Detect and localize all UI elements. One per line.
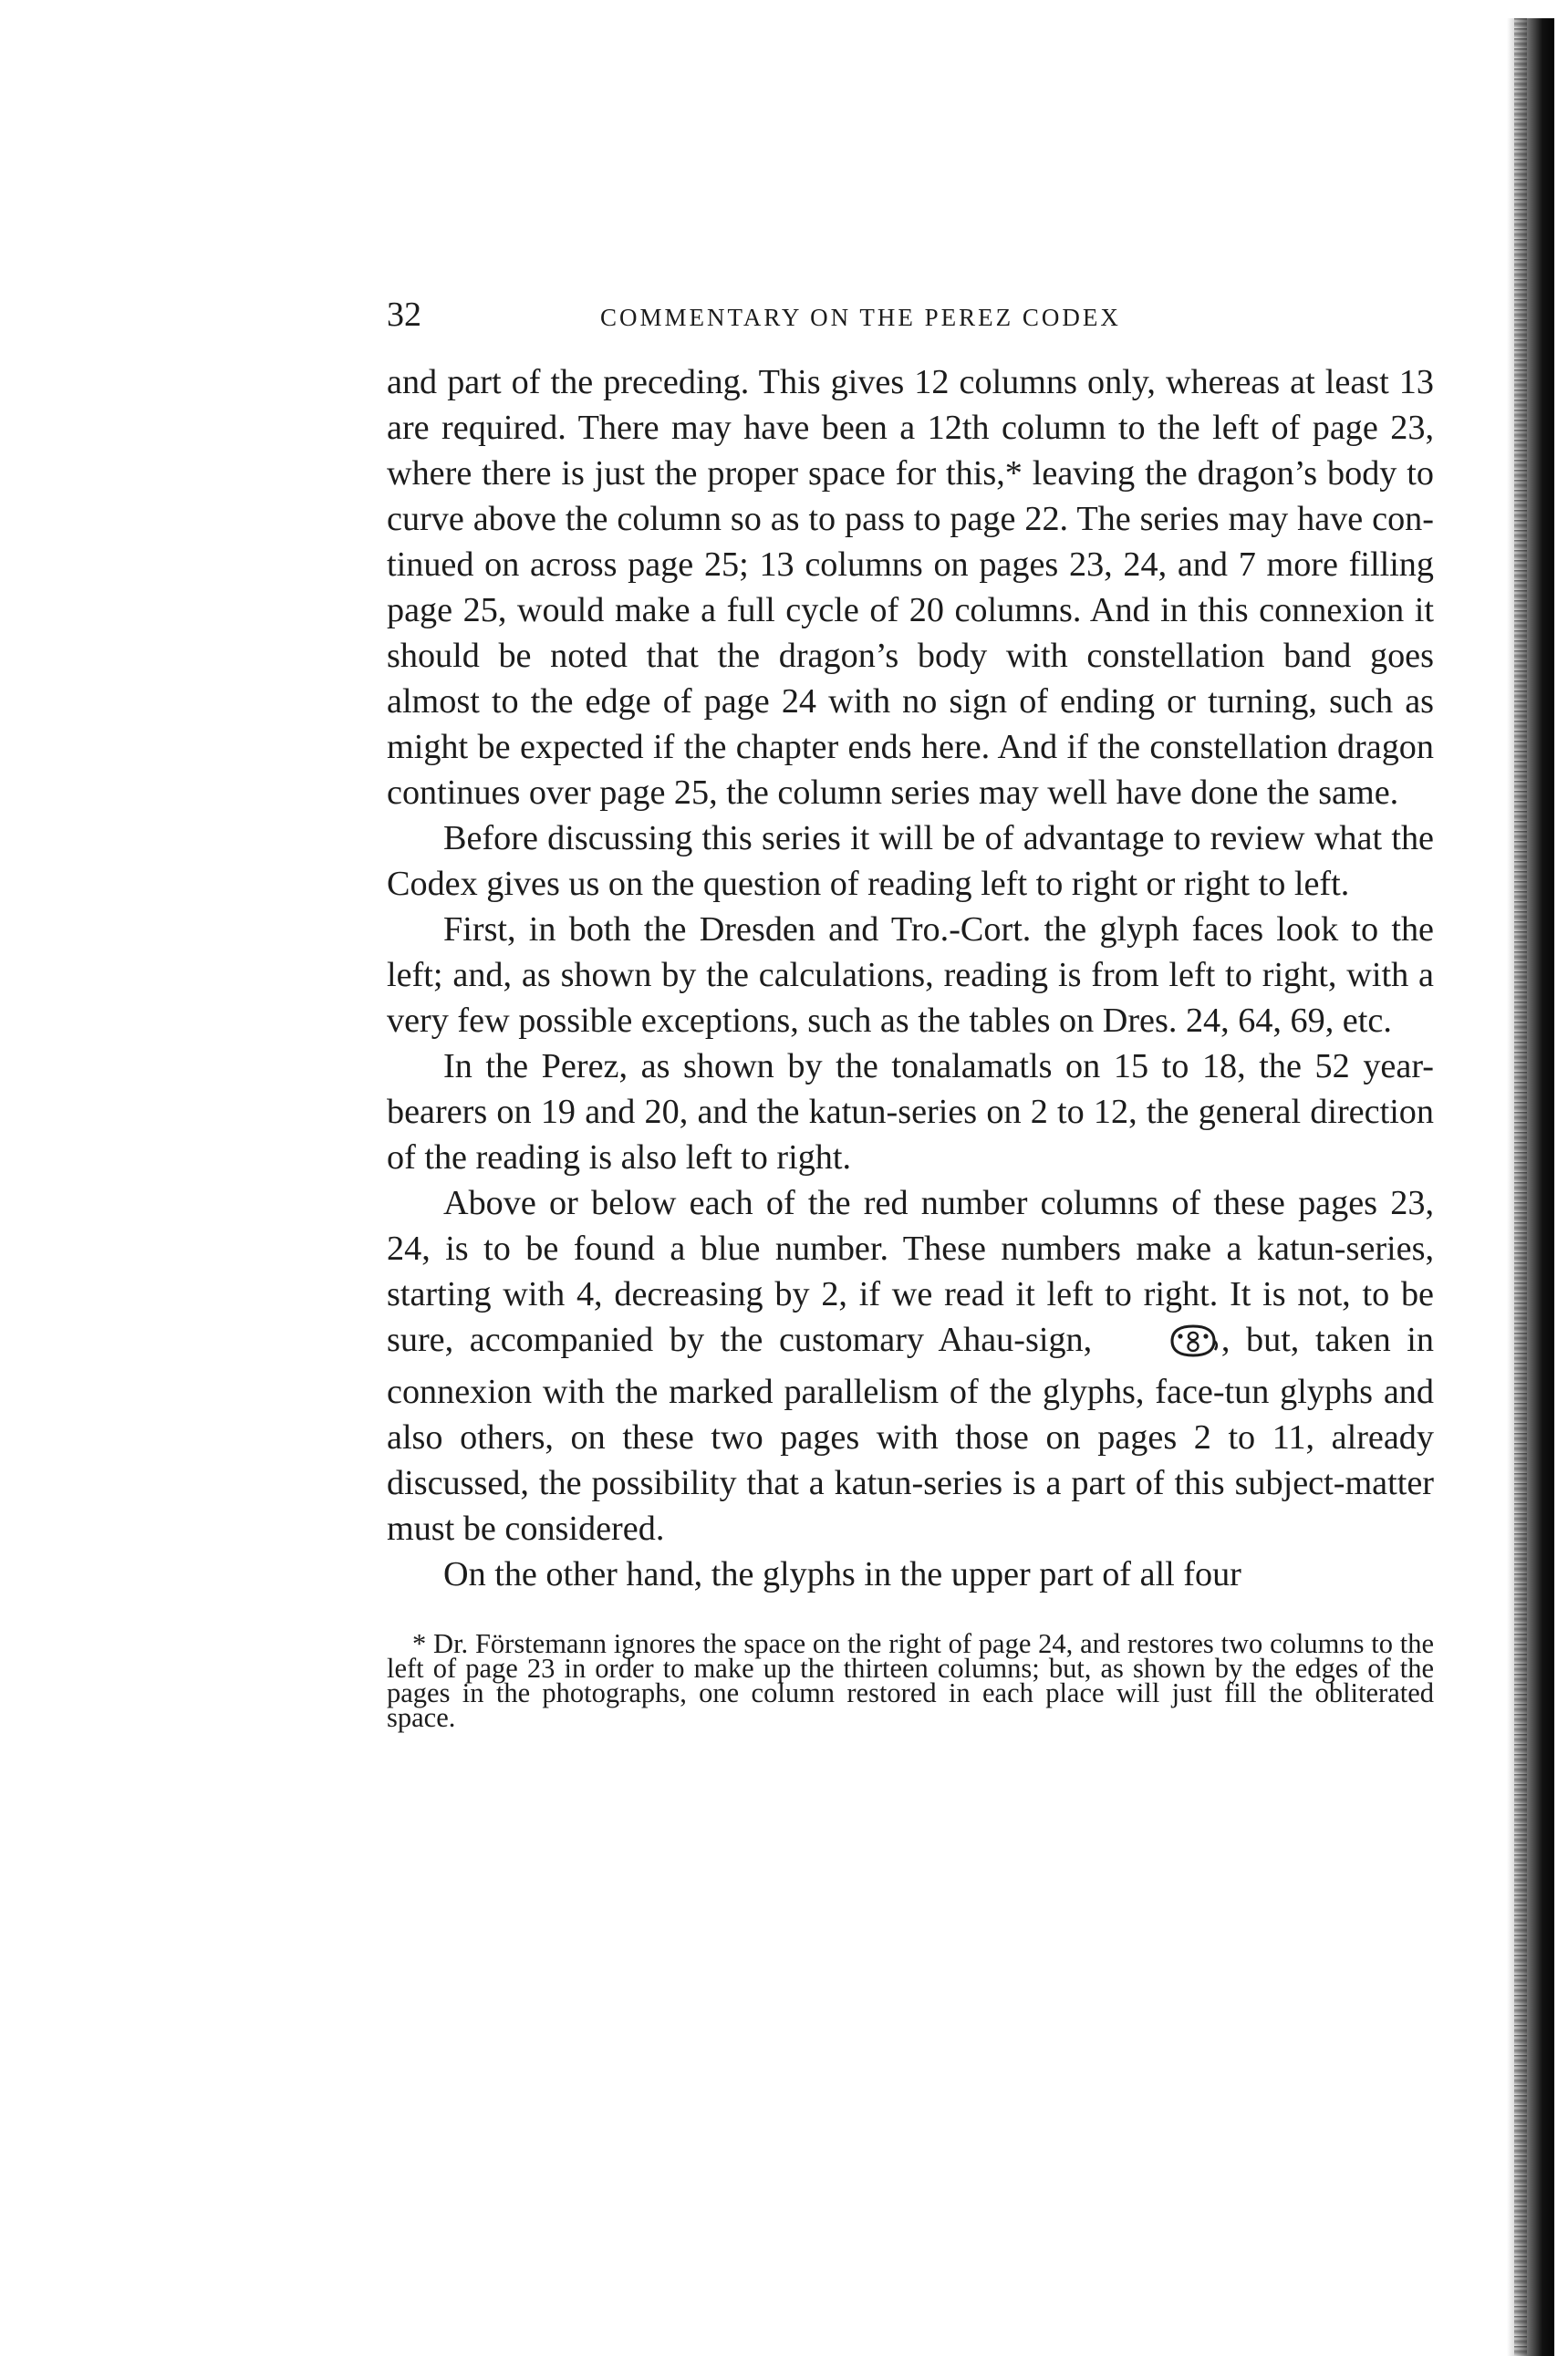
paragraph-4 <box>387 1043 1434 1180</box>
paragraph-2 <box>387 815 1434 907</box>
paragraph-5-text-b: , but, taken in connexion with the marked parallelism of the glyphs, face-tun glyphs and also others, on these two pages with those on pages 2 to 11, already discussed, the possibility that a katun-series is a part of this subject-matter must be considered. <box>387 1321 1435 1548</box>
running-head <box>387 292 1434 347</box>
page-edge-shadow <box>1507 18 1554 2356</box>
ahau-sign-icon <box>1110 1323 1220 1369</box>
paragraph-5-text-a: Above or below each of the red number columns of these pages 23, 24, is to be found a blue number. These numbers make a katun-series, starting with 4, decreasing by 2, if we read it left to right. It is not, to be sure, accompanied by the customary Ahau-sign, <box>387 1184 1434 1359</box>
paragraph-6 <box>387 1552 1434 1597</box>
paragraph-3 <box>387 907 1434 1043</box>
paragraph-1-text: and part of the preceding. This gives 12 columns only, whereas at least 13 are required. There may have been a 12th column to the left of page 23, where there is just the proper space for this,* leaving the dragon’s body to curve above the column so as to pass to page 22. The series may have continued on across page 25; 13 columns on pages 23, 24, and 7 more filling page 25, would make a full cycle of 20 columns. And in this connexion it should be noted that the dragon’s body with constellation band goes almost to the edge of page 24 with no sign of ending or turning, such as might be expected if the chapter ends here. And if the constellation dragon continues over page 25, the column series may well have done the same. <box>387 363 1434 812</box>
paragraph-2-text: Before discussing this series it will be of advantage to review what the Codex gives us on the question of reading left to right or right to left. <box>387 819 1434 903</box>
running-title: COMMENTARY ON THE PEREZ CODEX <box>600 304 1121 331</box>
page-text-column <box>387 292 1435 1733</box>
paragraph-5 <box>387 1180 1434 1552</box>
paragraph-1 <box>387 359 1434 815</box>
page-number: 32 <box>387 296 421 334</box>
paragraph-6-text: On the other hand, the glyphs in the upper part of all four <box>443 1555 1241 1593</box>
footnote: * Dr. Förstemann ignores the space on the right of page 24, and restores two columns to the left of page 23 in order to make up the thirteen columns; but, as shown by the edges of the pages in the photographs, one column restored in each place will just fill the obliterated space. <box>387 1628 1434 1733</box>
body-text <box>387 359 1434 1597</box>
paragraph-3-text: First, in both the Dresden and Tro.-Cort. the glyph faces look to the left; and, as shown by the calculations, reading is from left to right, with a very few possible exceptions, such as the tables on Dres. 24, 64, 69, etc. <box>387 910 1434 1040</box>
paragraph-4-text: In the Perez, as shown by the tonalamatls on 15 to 18, the 52 year-bearers on 19 and 20, and the katun-series on 2 to 12, the general direction of the reading is also left to right. <box>387 1047 1434 1177</box>
